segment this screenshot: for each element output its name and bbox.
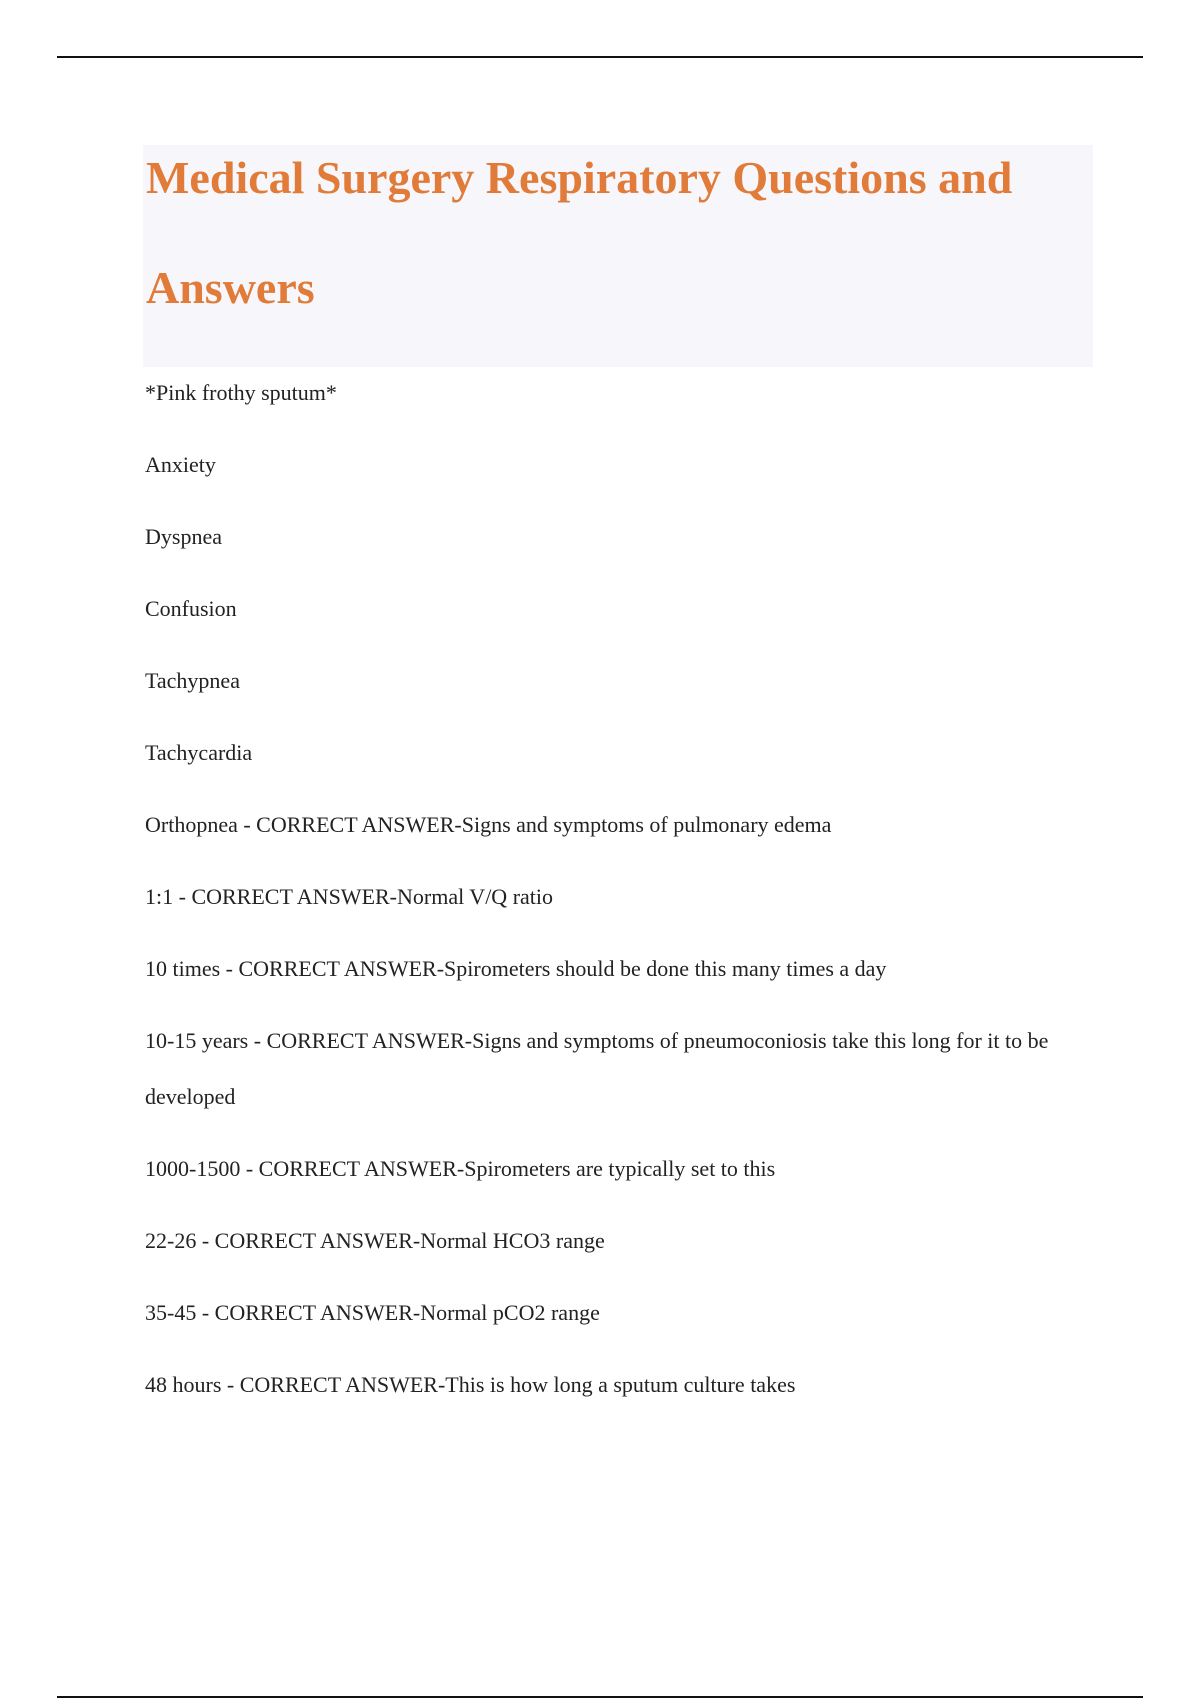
qa-line: 10 times - CORRECT ANSWER-Spirometers should be done this many times a day: [145, 956, 887, 981]
qa-line: 1000-1500 - CORRECT ANSWER-Spirometers are typically set to this: [145, 1156, 776, 1181]
qa-line: 1:1 - CORRECT ANSWER-Normal V/Q ratio: [145, 884, 554, 909]
text-line: Dyspnea: [145, 524, 222, 549]
qa-line: Orthopnea - CORRECT ANSWER-Signs and symptoms of pulmonary edema: [145, 812, 832, 837]
top-rule: [57, 56, 1143, 58]
qa-line: 10-15 years - CORRECT ANSWER-Signs and symptoms of pneumoconiosis take this long for it to be developed: [145, 1028, 1049, 1109]
text-line: Anxiety: [145, 452, 216, 477]
qa-line: 22-26 - CORRECT ANSWER-Normal HCO3 range: [145, 1228, 605, 1253]
document-title-line-1: Medical Surgery Respiratory Questions and: [146, 152, 1013, 203]
text-line: *Pink frothy sputum*: [145, 380, 337, 405]
title-block: [143, 145, 1093, 367]
text-line: Tachycardia: [145, 740, 253, 765]
bottom-rule: [57, 1696, 1143, 1698]
qa-line: 35-45 - CORRECT ANSWER-Normal pCO2 range: [145, 1300, 600, 1325]
document-body: [145, 365, 1085, 1429]
document-title-line-2: Answers: [146, 262, 315, 313]
qa-line: 48 hours - CORRECT ANSWER-This is how long a sputum culture takes: [145, 1372, 796, 1397]
text-line: Tachypnea: [145, 668, 240, 693]
text-line: Confusion: [145, 596, 237, 621]
